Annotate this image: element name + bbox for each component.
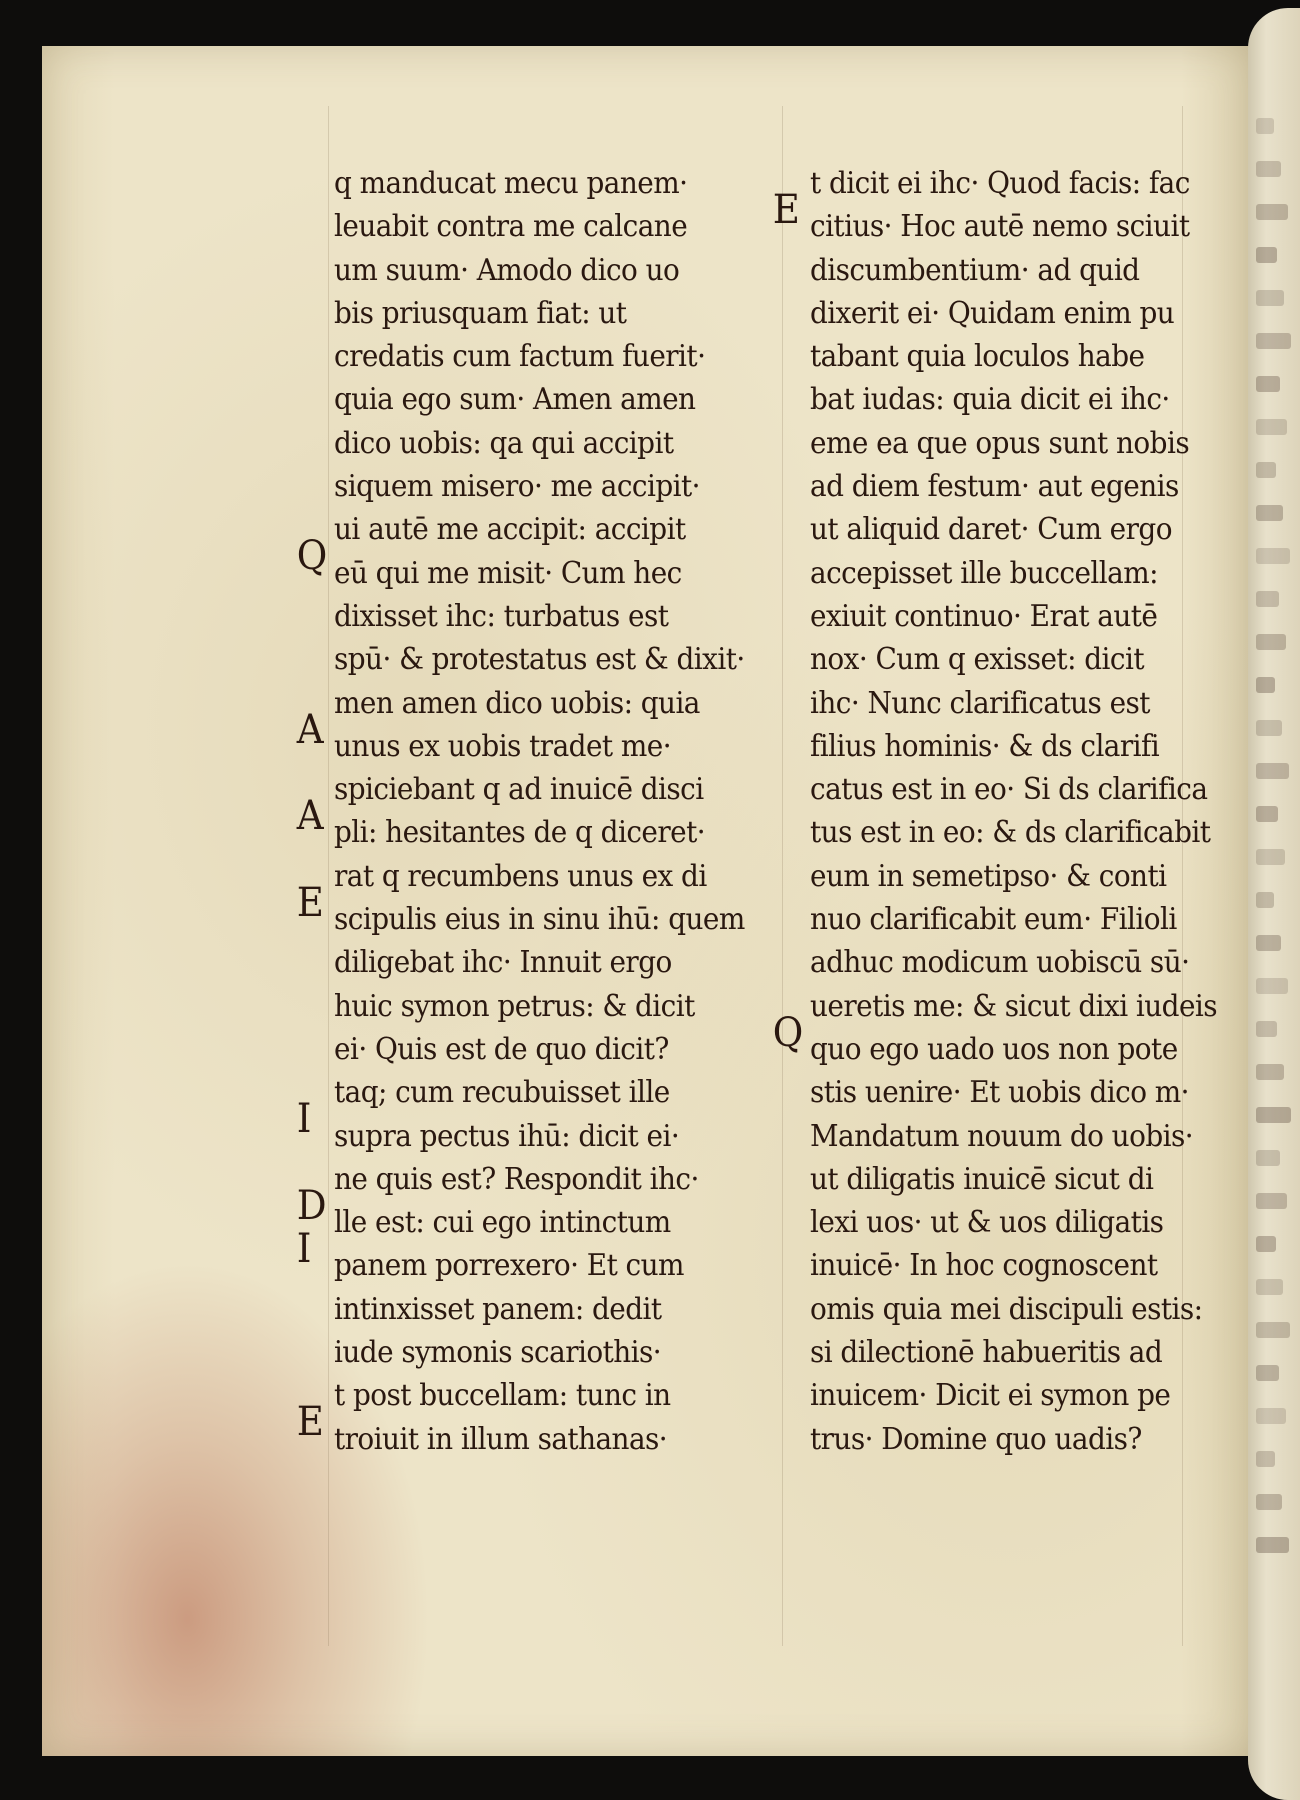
text-line: [334, 1244, 734, 1287]
line-text: inuicem· Dicit ei symon pe: [810, 1378, 1171, 1414]
line-text: ut aliquid daret· Cum ergo: [810, 512, 1172, 548]
text-line: [810, 1288, 1203, 1331]
text-line: [334, 1288, 734, 1331]
facing-page-ghost-text: [1256, 161, 1281, 177]
line-text: huic symon petrus: & dicit: [334, 988, 695, 1024]
text-line: [334, 985, 734, 1028]
line-text: accepisset ille buccellam:: [810, 555, 1158, 591]
text-line: [810, 335, 1182, 378]
facing-page-ghost-text: [1256, 290, 1284, 306]
line-text: dixerit ei· Quidam enim pu: [810, 295, 1175, 331]
line-text: um suum· Amodo dico uo: [334, 252, 680, 288]
line-text: omis quia mei discipuli estis:: [810, 1291, 1203, 1327]
line-text: bat iudas: quia dicit ei ihc·: [810, 382, 1170, 418]
facing-page-ghost-text: [1256, 1494, 1282, 1510]
line-text: trus· Domine quo uadis?: [810, 1421, 1142, 1457]
line-text: diligebat ihc· Innuit ergo: [334, 945, 672, 981]
line-text: ueretis me: & sicut dixi iudeis: [810, 988, 1218, 1024]
text-line: [334, 162, 734, 205]
facing-page-ghost-text: [1256, 634, 1286, 650]
line-text: filius hominis· & ds clarifi: [810, 728, 1160, 764]
facing-page-ghost-text: [1256, 204, 1288, 220]
line-text: ut diligatis inuicē sicut di: [810, 1161, 1154, 1197]
line-text: quo ego uado uos non pote: [810, 1031, 1178, 1067]
text-line: [810, 1028, 1182, 1071]
initial-letter-glyph: D: [296, 1182, 327, 1229]
line-text: ui autē me accipit: accipit: [334, 512, 686, 548]
line-text: pli: hesitantes de q diceret·: [334, 815, 706, 851]
text-line: [810, 378, 1182, 421]
initial-letter-glyph: Q: [296, 533, 327, 580]
line-text: ne quis est? Respondit ihc·: [334, 1161, 699, 1197]
line-text: citius· Hoc autē nemo sciuit: [810, 209, 1190, 245]
ruling-line: [328, 106, 329, 1646]
line-text: spiciebant q ad inuicē disci: [334, 772, 704, 808]
line-text: scipulis eius in sinu ihū: quem: [334, 902, 745, 938]
line-text: credatis cum factum fuerit·: [334, 339, 706, 375]
facing-page-ghost-text: [1256, 763, 1289, 779]
line-text: exiuit continuo· Erat autē: [810, 598, 1158, 634]
text-line: [334, 941, 734, 984]
line-text: eū qui me misit· Cum hec: [334, 555, 682, 591]
right-text-column: [772, 162, 1218, 1461]
text-line: [334, 638, 745, 681]
line-text: catus est in eo· Si ds clarifica: [810, 772, 1208, 808]
line-text: ihc· Nunc clarificatus est: [810, 685, 1150, 721]
facing-page-ghost-text: [1256, 247, 1277, 263]
text-line: [334, 1028, 734, 1071]
facing-page-ghost-text: [1256, 419, 1287, 435]
facing-page-ghost-text: [1256, 806, 1278, 822]
text-line: [810, 552, 1182, 595]
initial-letter-glyph: I: [296, 1226, 311, 1273]
text-line: [334, 811, 734, 854]
text-line: [810, 768, 1208, 811]
initial-letter-glyph: A: [296, 793, 324, 840]
line-text: t dicit ei ihc· Quod facis: fac: [810, 166, 1190, 201]
facing-page-ghost-text: [1256, 1107, 1291, 1123]
text-line: [810, 249, 1182, 292]
text-line: [334, 898, 745, 941]
text-line: [334, 292, 734, 335]
ruling-line: [782, 106, 783, 1646]
text-line: [334, 378, 734, 421]
line-text: adhuc modicum uobiscū sū·: [810, 945, 1190, 981]
initial-letter-glyph: E: [296, 879, 324, 926]
text-line: [810, 1244, 1182, 1287]
line-text: discumbentium· ad quid: [810, 252, 1140, 288]
text-line: [810, 465, 1182, 508]
line-text: unus ex uobis tradet me·: [334, 728, 672, 764]
line-text: lle est: cui ego intinctum: [334, 1205, 671, 1241]
text-line: [334, 1418, 734, 1461]
line-text: siquem misero· me accipit·: [334, 469, 700, 505]
line-text: ei· Quis est de quo dicit?: [334, 1031, 669, 1067]
text-line: [810, 422, 1190, 465]
text-line: [810, 725, 1182, 768]
facing-page-ghost-text: [1256, 333, 1291, 349]
facing-page-ghost-text: [1256, 548, 1290, 564]
facing-page-ghost-text: [1256, 462, 1276, 478]
facing-page-ghost-text: [1256, 677, 1275, 693]
facing-page-ghost-text: [1256, 505, 1283, 521]
text-line: [334, 1115, 734, 1158]
facing-page-ghost-text: [1256, 1322, 1290, 1338]
facing-page-ghost-text: [1256, 591, 1279, 607]
text-line: [334, 595, 734, 638]
initial-letter-glyph: I: [296, 1096, 311, 1143]
text-line: [810, 941, 1190, 984]
facing-page-ghost-text: [1256, 376, 1280, 392]
line-text: si dilectionē habueritis ad: [810, 1335, 1163, 1371]
text-line: [334, 205, 734, 248]
line-text: rat q recumbens unus ex di: [334, 858, 707, 894]
facing-page-ghost-text: [1256, 1150, 1280, 1166]
facing-page-edge: [1248, 8, 1300, 1800]
line-text: inuicē· In hoc cognoscent: [810, 1248, 1158, 1284]
line-text: iude symonis scariothis·: [334, 1335, 662, 1371]
initial-letter-glyph: E: [296, 1399, 324, 1446]
facing-page-ghost-text: [1256, 1451, 1275, 1467]
line-text: Mandatum nouum do uobis·: [810, 1118, 1194, 1154]
text-line: [810, 205, 1190, 248]
line-text: dixisset ihc: turbatus est: [334, 598, 669, 634]
line-text: leuabit contra me calcane: [334, 209, 688, 245]
line-text: eme ea que opus sunt nobis: [810, 425, 1190, 461]
line-text: stis uenire· Et uobis dico m·: [810, 1075, 1190, 1111]
line-text: troiuit in illum sathanas·: [334, 1421, 668, 1457]
initial-letter-glyph: Q: [772, 1009, 803, 1056]
line-text: t post buccellam: tunc in: [334, 1378, 671, 1414]
line-text: eum in semetipso· & conti: [810, 858, 1167, 894]
facing-page-ghost-text: [1256, 978, 1288, 994]
line-text: ad diem festum· aut egenis: [810, 469, 1179, 505]
facing-page-ghost-text: [1256, 1236, 1276, 1252]
text-line: [810, 508, 1182, 551]
line-text: quia ego sum· Amen amen: [334, 382, 696, 418]
line-text: men amen dico uobis: quia: [334, 685, 700, 721]
facing-page-ghost-text: [1256, 1193, 1287, 1209]
line-text: bis priusquam fiat: ut: [334, 295, 627, 331]
text-line: [810, 1418, 1182, 1461]
text-line: [810, 898, 1182, 941]
facing-page-ghost-text: [1256, 892, 1274, 908]
text-line: [334, 465, 734, 508]
text-line: [334, 725, 734, 768]
text-line: [810, 1374, 1182, 1417]
facing-page-ghost-text: [1256, 849, 1285, 865]
facing-page-ghost-text: [1256, 1021, 1277, 1037]
initial-letter-glyph: A: [296, 706, 324, 753]
line-text: spū· & protestatus est & dixit·: [334, 642, 745, 678]
left-text-column: [296, 162, 764, 1461]
line-text: lexi uos· ut & uos diligatis: [810, 1205, 1164, 1241]
text-line: [334, 552, 734, 595]
facing-page-ghost-text: [1256, 118, 1274, 134]
facing-page-ghost-text: [1256, 935, 1281, 951]
text-line: [810, 855, 1182, 898]
text-line: [810, 682, 1182, 725]
line-text: supra pectus ihū: dicit ei·: [334, 1118, 680, 1154]
facing-page-ghost-text: [1256, 1064, 1284, 1080]
text-line: [810, 1158, 1182, 1201]
text-line: [334, 422, 734, 465]
line-text: intinxisset panem: dedit: [334, 1291, 662, 1327]
line-text: dico uobis: qa qui accipit: [334, 425, 674, 461]
line-text: panem porrexero· Et cum: [334, 1248, 684, 1284]
line-text: tabant quia loculos habe: [810, 339, 1145, 375]
text-line: [334, 335, 734, 378]
facing-page-ghost-text: [1256, 1365, 1279, 1381]
initial-letter-glyph: E: [772, 187, 800, 233]
text-line: [810, 1331, 1182, 1374]
text-line: [810, 1201, 1182, 1244]
text-line: [334, 1331, 734, 1374]
text-line: [810, 638, 1182, 681]
line-text: tus est in eo: & ds clarificabit: [810, 815, 1211, 851]
text-line: [810, 1071, 1190, 1114]
text-line: [810, 292, 1182, 335]
line-text: q manducat mecu panem·: [334, 166, 688, 201]
line-text: taq; cum recubuisset ille: [334, 1075, 670, 1111]
text-line: [810, 1115, 1194, 1158]
facing-page-ghost-text: [1256, 1408, 1286, 1424]
line-text: nuo clarificabit eum· Filioli: [810, 902, 1177, 938]
text-line: [810, 811, 1211, 854]
text-line: [810, 595, 1182, 638]
facing-page-ghost-text: [1256, 1537, 1289, 1553]
line-text: nox· Cum q exisset: dicit: [810, 642, 1145, 678]
text-line: [334, 249, 734, 292]
facing-page-ghost-text: [1256, 1279, 1283, 1295]
facing-page-ghost-text: [1256, 720, 1282, 736]
